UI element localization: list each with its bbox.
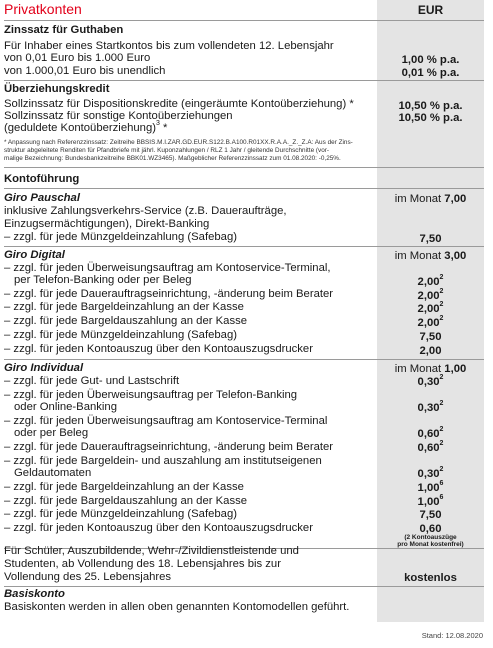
individual-line-9: – zzgl. für jeden Kontoauszug über den Kontoauszugsdrucker: [4, 522, 313, 534]
statement-note-1: (2 Kontoauszüge: [404, 534, 457, 541]
digital-line-1b: per Telefon-Banking oder per Beleg: [14, 274, 192, 286]
individual-line-3: – zzgl. für jeden Überweisungsauftrag am Kontoservice-Terminal: [4, 415, 328, 427]
digital-price-1: 2,00$^2$: [417, 274, 444, 288]
individual-line-8: – zzgl. für jede Münzgeldeinzahlung (Safebag): [4, 508, 237, 520]
pauschal-price-3: 7,50: [419, 233, 442, 245]
currency-header: EUR: [417, 3, 444, 17]
interest-rate-1: 1,00 % p.a.: [401, 54, 460, 66]
individual-price-9: 0,60: [419, 523, 442, 535]
individual-line-1: – zzgl. für jede Gut- und Lastschrift: [4, 375, 180, 387]
individual-price-3: 0,60$^2$: [417, 426, 444, 440]
section-heading-interest: Zinssatz für Guthaben: [4, 24, 124, 36]
overdraft-rate-2: 10,50 % p.a.: [398, 112, 463, 124]
basis-line-1: Basiskonten werden in allen oben genannten Kontomodellen geführt.: [4, 601, 350, 613]
divider: [4, 167, 484, 168]
divider: [4, 359, 484, 360]
divider: [4, 80, 484, 81]
section-heading-overdraft: Überziehungskredit: [4, 83, 110, 95]
interest-rate-2: 0,01 % p.a.: [401, 67, 460, 79]
digital-line-5: – zzgl. für jede Münzgeldeinzahlung (Safebag): [4, 329, 237, 341]
individual-line-6: – zzgl. für jede Bargeldeinzahlung an der Kasse: [4, 481, 244, 493]
page-title: Privatkonten: [4, 1, 82, 17]
plan-name-basis: Basiskonto: [4, 588, 65, 600]
individual-price-2: 0,30$^2$: [417, 400, 444, 414]
individual-line-2b: oder Online-Banking: [14, 401, 117, 413]
footnote-line-2: struktur abgeleitete Renditen für Pfandbriefe mit jährl. Kuponzahlungen / RLZ 1 Jahr / gleitende Durchschnitte (vor-: [4, 147, 330, 154]
digital-line-1: – zzgl. für jeden Überweisungsauftrag am Kontoservice-Terminal,: [4, 262, 331, 274]
individual-line-5b: Geldautomaten: [14, 467, 92, 479]
digital-price-3: 2,00$^2$: [417, 301, 444, 315]
overdraft-line-2: Sollzinssatz für sonstige Kontoüberziehungen: [4, 110, 233, 122]
interest-line-2: von 0,01 Euro bis 1.000 Euro: [4, 52, 151, 64]
interest-line-1: Für Inhaber eines Startkontos bis zum vollendeten 12. Lebensjahr: [4, 40, 334, 52]
overdraft-line-1: Sollzinssatz für Dispositionskredite (eingeräumte Kontoüberziehung) *: [4, 98, 354, 110]
individual-price-7: 1,00$^6$: [417, 494, 444, 508]
date-stamp: Stand: 12.08.2020: [421, 631, 483, 640]
plan-price-pauschal: im Monat 7,00: [394, 193, 467, 205]
digital-price-4: 2,00$^2$: [417, 315, 444, 329]
digital-line-6: – zzgl. für jeden Kontoauszug über den Kontoauszugsdrucker: [4, 343, 313, 355]
footnote-line-3: malige Bezeichnung: Bundesbankzeitreihe BBK01.WZ3465). Maßgeblicher Referenzzinssatz zum 01.08.2020: -0,25%.: [4, 155, 341, 162]
plan-name-digital: Giro Digital: [4, 249, 65, 261]
pauschal-line-3: – zzgl. für jede Münzgeldeinzahlung (Safebag): [4, 231, 237, 243]
digital-price-6: 2,00: [419, 345, 442, 357]
individual-line-7: – zzgl. für jede Bargeldauszahlung an der Kasse: [4, 495, 248, 507]
individual-price-8: 7,50: [419, 509, 442, 521]
section-heading-account: Kontoführung: [4, 173, 80, 185]
students-line-3: Vollendung des 25. Lebensjahres: [4, 571, 172, 583]
digital-line-2: – zzgl. für jede Dauerauftragseinrichtung, -änderung beim Berater: [4, 288, 334, 300]
students-line-1: Für Schüler, Auszubildende, Wehr-/Zivildienstleistende und: [4, 545, 299, 557]
digital-price-5: 7,50: [419, 331, 442, 343]
plan-name-pauschal: Giro Pauschal: [4, 192, 80, 204]
divider: [4, 586, 484, 587]
interest-line-3: von 1.000,01 Euro bis unendlich: [4, 65, 166, 77]
statement-note-2: pro Monat kostenfrei): [397, 541, 464, 548]
pauschal-line-2: Einzugsermächtigungen), Direkt-Banking: [4, 218, 210, 230]
plan-price-individual: im Monat 1,00: [394, 363, 467, 375]
pauschal-line-1: inklusive Zahlungsverkehrs-Service (z.B. Daueraufträge,: [4, 205, 287, 217]
divider: [4, 246, 484, 247]
digital-line-4: – zzgl. für jede Bargeldauszahlung an der Kasse: [4, 315, 248, 327]
individual-price-4: 0,60$^2$: [417, 440, 444, 454]
individual-price-5: 0,30$^2$: [417, 466, 444, 480]
digital-price-2: 2,00$^2$: [417, 288, 444, 302]
plan-name-individual: Giro Individual: [4, 362, 84, 374]
overdraft-rate-1: 10,50 % p.a.: [398, 100, 463, 112]
footnote-line-1: * Anpassung nach Referenzzinssatz: Zeitreihe BBSIS.M.I.ZAR.GD.EUR.S122.B.A100.R01XX.R.A.A._Z._Z.A: Aus der Zins-: [4, 139, 353, 146]
plan-price-digital: im Monat 3,00: [394, 250, 467, 262]
divider: [4, 188, 484, 189]
students-price: kostenlos: [404, 572, 457, 584]
individual-price-6: 1,00$^6$: [417, 480, 444, 494]
individual-price-1: 0,30$^2$: [417, 374, 444, 388]
individual-line-2: – zzgl. für jeden Überweisungsauftrag per Telefon-Banking: [4, 389, 298, 401]
individual-line-5: – zzgl. für jede Bargeldein- und auszahlung am institutseigenen: [4, 455, 322, 467]
divider: [4, 20, 484, 21]
students-line-2: Studenten, ab Vollendung des 18. Lebensjahres bis zur: [4, 558, 281, 570]
individual-line-4: – zzgl. für jede Dauerauftragseinrichtung, -änderung beim Berater: [4, 441, 334, 453]
individual-line-3b: oder per Beleg: [14, 427, 89, 439]
digital-line-3: – zzgl. für jede Bargeldeinzahlung an der Kasse: [4, 301, 244, 313]
overdraft-line-3: (geduldete Kontoüberziehung)$^3$ *: [4, 120, 168, 134]
